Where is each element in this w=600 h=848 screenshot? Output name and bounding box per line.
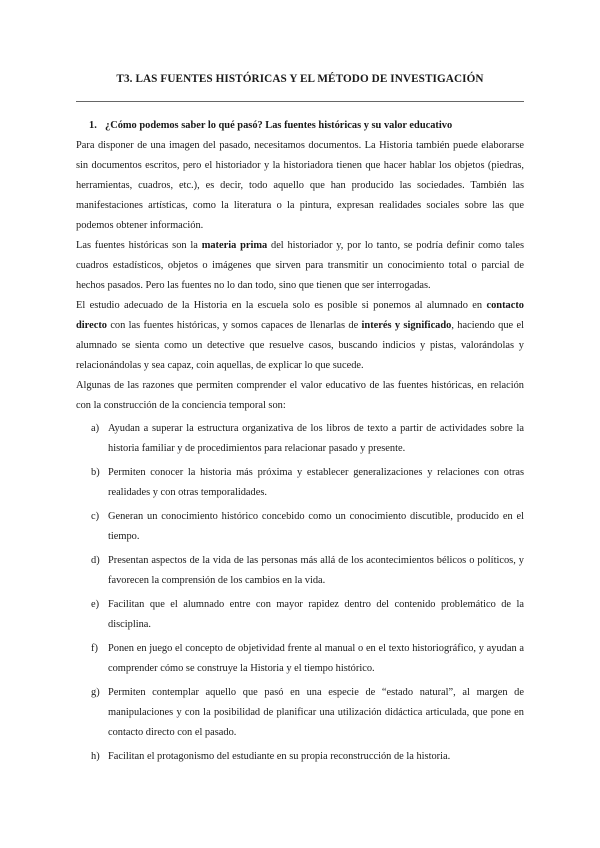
section-number: 1. xyxy=(89,120,97,131)
list-marker: d) xyxy=(91,555,100,566)
list-item xyxy=(76,683,524,743)
paragraph-4: Algunas de las razones que permiten comprender el valor educativo de las fuentes históricas, en relación con la construcción de la conciencia temporal son: xyxy=(76,380,524,411)
list-marker: b) xyxy=(91,467,100,478)
list-item-text: Permiten conocer la historia más próxima y establecer generalizaciones y relaciones con otras realidades y con otras temporalidades. xyxy=(108,467,524,498)
list-item-text: Generan un conocimiento histórico concebido como un conocimiento discutible, producido en el tiempo. xyxy=(108,511,524,542)
paragraph-3-bold-1: contacto directo xyxy=(76,300,524,331)
paragraph-1: Para disponer de una imagen del pasado, necesitamos documentos. La Historia también puede elaborarse sin documentos escritos, pero el historiador y la historiadora tienen que hacer hablar los objetos (piedras, herramientas, cuadros, etc.), es decir, todo aquello que han producido las sociedades. También las manifestaciones artísticas, como la literatura o la pintura, expresan realidades sociales sobre las que podemos obtener información. xyxy=(76,140,524,231)
list-item xyxy=(76,551,524,591)
list-item xyxy=(76,507,524,547)
list-item xyxy=(76,639,524,679)
paragraph-3-text-b: con las fuentes históricas, y somos capaces de llenarlas de xyxy=(106,320,362,331)
list-item xyxy=(76,595,524,635)
list-item-text: Ayudan a superar la estructura organizativa de los libros de texto a partir de actividades sobre la historia familiar y de procedimientos para relacionar pasado y presente. xyxy=(108,423,524,454)
paragraph-3-text-a: El estudio adecuado de la Historia en la escuela solo es posible si ponemos al alumnado en xyxy=(76,300,487,311)
list-item xyxy=(76,463,524,503)
list-item-text: Facilitan el protagonismo del estudiante en su propia reconstrucción de la historia. xyxy=(108,751,451,762)
list-item-text: Presentan aspectos de la vida de las personas más allá de los acontecimientos bélicos o políticos, y favorecen la comprensión de los cambios en la vida. xyxy=(108,555,524,586)
list-item xyxy=(76,419,524,459)
paragraph-3-bold-2: interés y significado xyxy=(361,320,452,331)
paragraph-3 xyxy=(76,296,524,376)
list-item-text: Permiten contemplar aquello que pasó en una especie de “estado natural”, al margen de manipulaciones y con la posibilidad de planificar una utilización didáctica articulada, que pone en contacto directo con el pasado. xyxy=(108,687,524,738)
list-item-text: Ponen en juego el concepto de objetividad frente al manual o en el texto historiográfico, y ayudan a comprender cómo se construye la Historia y el tiempo histórico. xyxy=(108,643,524,674)
list-marker: e) xyxy=(91,599,100,610)
list-marker: f) xyxy=(91,643,98,654)
paragraph-2-text-a: Las fuentes históricas son la xyxy=(76,240,202,251)
list-item-text: Facilitan que el alumnado entre con mayor rapidez dentro del contenido problemático de la disciplina. xyxy=(108,599,524,630)
paragraph-3-text-c: , haciendo que el alumnado se sienta como un detective que resuelve casos, buscando indicios y pistas, valorándolas y relacionándolas y sea capaz, coin aquellas, de explicar lo que sucede. xyxy=(76,320,524,371)
list-item xyxy=(76,747,524,767)
title-divider xyxy=(76,101,524,102)
document-title: T3. LAS FUENTES HISTÓRICAS Y EL MÉTODO DE INVESTIGACIÓN xyxy=(116,73,484,85)
list-marker: h) xyxy=(91,751,100,762)
list-marker: a) xyxy=(91,423,100,434)
section-heading-text: ¿Cómo podemos saber lo qué pasó? Las fuentes históricas y su valor educativo xyxy=(105,120,453,131)
section-heading xyxy=(89,116,524,136)
document-body xyxy=(76,116,524,771)
paragraph-2-text-b: del historiador y, por lo tanto, se podría definir como tales cuadros estadísticos, objetos o imágenes que sirven para transmitir un conocimiento total o parcial de hechos pasados. Pero las fuentes no lo dan todo, sino que tienen que ser interrogadas. xyxy=(76,240,524,291)
reasons-list xyxy=(76,419,524,767)
paragraph-2 xyxy=(76,236,524,296)
list-marker: g) xyxy=(91,687,100,698)
list-marker: c) xyxy=(91,511,100,522)
paragraph-2-bold: materia prima xyxy=(201,240,268,251)
